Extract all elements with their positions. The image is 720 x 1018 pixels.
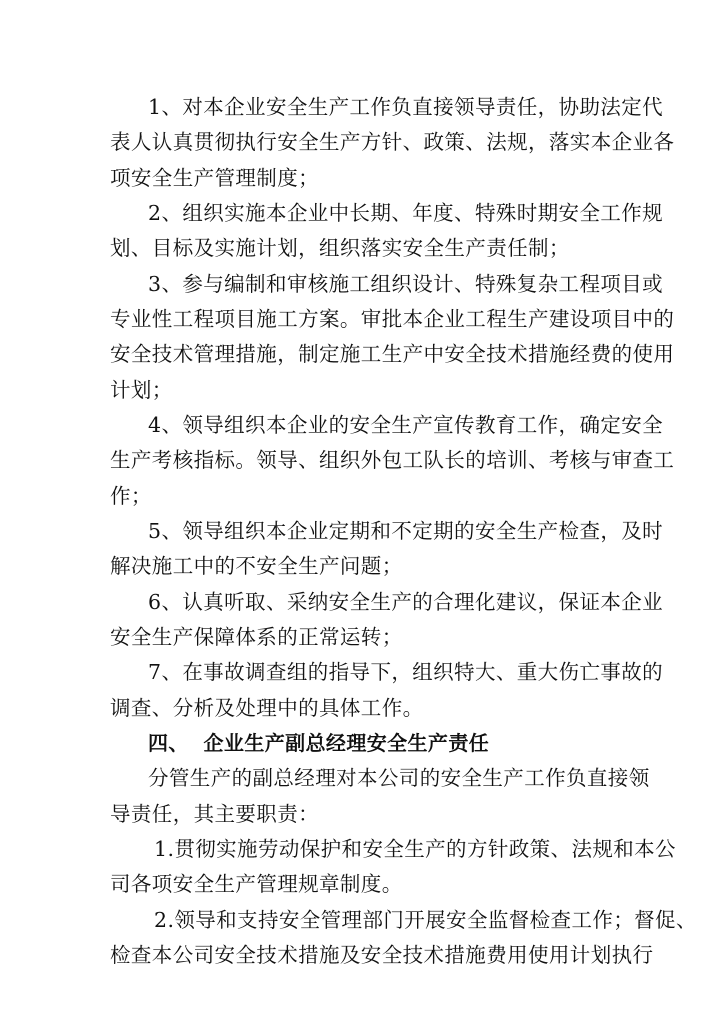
text-line: 安全技术管理措施，制定施工生产中安全技术措施经费的使用 [110,342,675,366]
text-line: 调查、分析及处理中的具体工作。 [110,696,424,720]
text-line: 导责任，其主要职责： [110,802,319,826]
section-heading: 四、 企业生产副总经理安全生产责任 [148,731,490,755]
text-line: 计划； [110,378,173,402]
text-line: 检查本公司安全技术措施及安全技术措施费用使用计划执行 [110,943,654,967]
text-line: 2.领导和支持安全管理部门开展安全监督检查工作；督促、 [154,908,697,932]
text-line: 划、目标及实施计划，组织落实安全生产责任制； [110,236,570,260]
text-line: 解决施工中的不安全生产问题； [110,554,403,578]
text-line: 安全生产保障体系的正常运转； [110,625,403,649]
text-line: 生产考核指标。领导、组织外包工队长的培训、考核与审查工 [110,448,675,472]
text-line: 5、领导组织本企业定期和不定期的安全生产检查，及时 [148,519,664,543]
text-line: 分管生产的副总经理对本公司的安全生产工作负直接领 [148,766,650,790]
text-line: 6、认真听取、采纳安全生产的合理化建议，保证本企业 [148,590,664,614]
text-line: 1、对本企业安全生产工作负直接领导责任，协助法定代 [148,95,664,119]
text-line: 4、领导组织本企业的安全生产宣传教育工作，确定安全 [148,413,664,437]
text-line: 项安全生产管理制度； [110,166,319,190]
text-line: 司各项安全生产管理规章制度。 [110,872,403,896]
text-line: 7、在事故调查组的指导下，组织特大、重大伤亡事故的 [148,660,664,684]
text-line: 专业性工程项目施工方案。审批本企业工程生产建设项目中的 [110,307,675,331]
text-line: 作； [110,484,152,508]
text-line: 表人认真贯彻执行安全生产方针、政策、法规，落实本企业各 [110,130,675,154]
text-line: 1.贯彻实施劳动保护和安全生产的方针政策、法规和本公 [154,837,676,861]
text-line: 3、参与编制和审核施工组织设计、特殊复杂工程项目或 [148,272,664,296]
text-line: 2、组织实施本企业中长期、年度、特殊时期安全工作规 [148,201,664,225]
